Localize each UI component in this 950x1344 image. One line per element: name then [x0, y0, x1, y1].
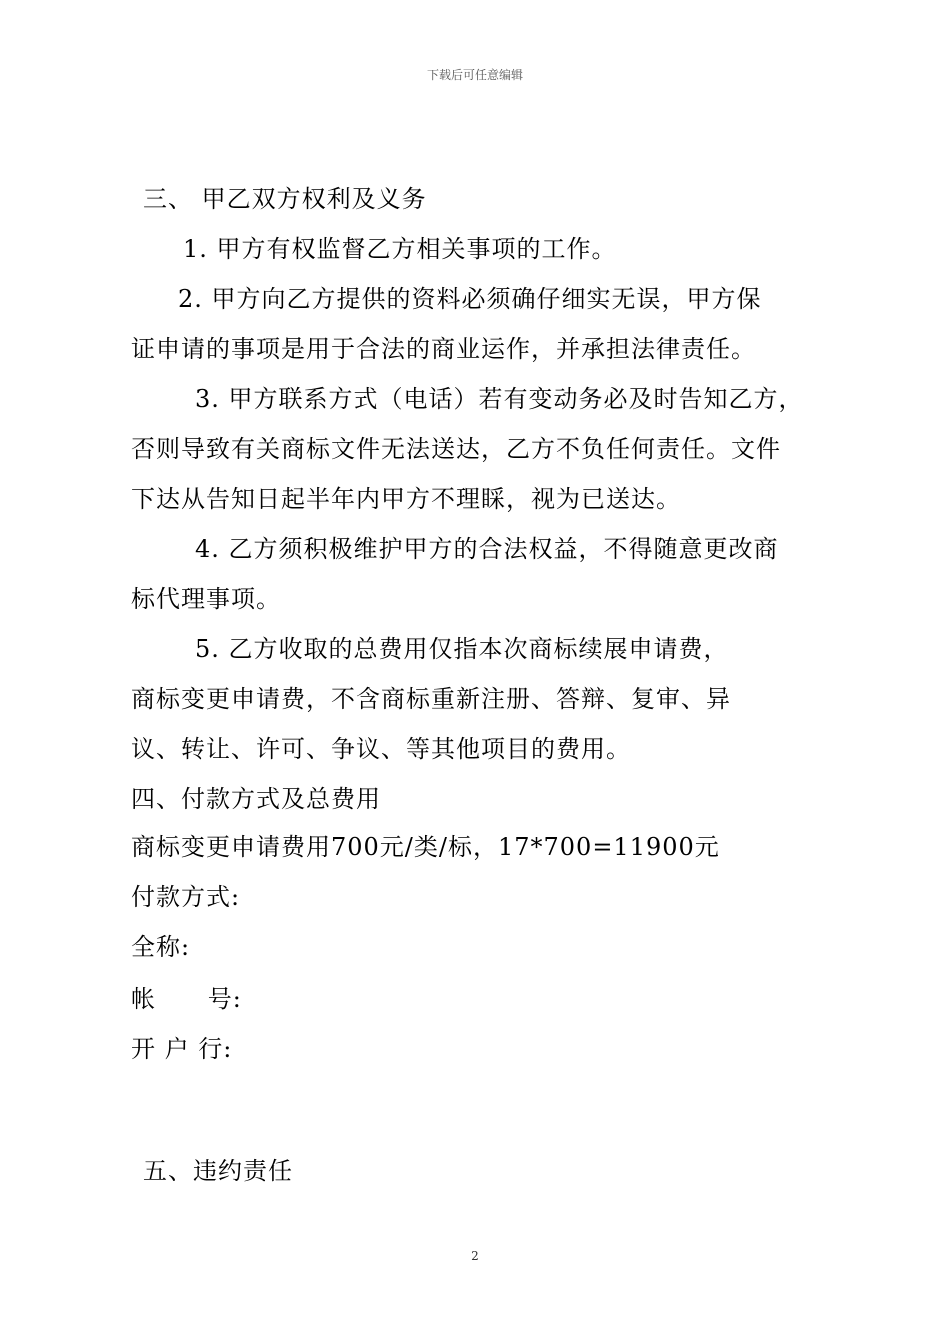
section-3-item-3-line-2: 否则导致有关商标文件无法送达，乙方不负任何责任。文件: [131, 435, 781, 463]
section-3-item-2-line-2: 证申请的事项是用于合法的商业运作，并承担法律责任。: [131, 335, 756, 363]
bank-label: 开 户 行:: [131, 1035, 233, 1063]
section-3-item-3-line-3: 下达从告知日起半年内甲方不理睬，视为已送达。: [131, 485, 681, 513]
page-header: 下载后可任意编辑: [426, 68, 523, 82]
account-number-label: 帐 号:: [131, 985, 242, 1013]
section-3-item-4-line-1: 4. 乙方须积极维护甲方的合法权益，不得随意更改商: [195, 535, 779, 563]
section-3-item-2-line-1: 2. 甲方向乙方提供的资料必须确仔细实无误，甲方保: [178, 285, 762, 313]
section-3-item-4-line-2: 标代理事项。: [131, 585, 281, 613]
section-3-item-5-line-2: 商标变更申请费，不含商标重新注册、答辩、复审、异: [131, 685, 731, 713]
section-3-item-5-line-3: 议、转让、许可、争议、等其他项目的费用。: [131, 735, 631, 763]
page-number: 2: [471, 1249, 479, 1263]
section-3-item-5-line-1: 5. 乙方收取的总费用仅指本次商标续展申请费，: [195, 635, 729, 663]
payment-method-label: 付款方式:: [131, 883, 241, 911]
section-3-item-1: 1. 甲方有权监督乙方相关事项的工作。: [183, 235, 617, 263]
section-4-heading: 四、付款方式及总费用: [131, 785, 381, 813]
fee-line: 商标变更申请费用700元/类/标，17*700=11900元: [131, 833, 720, 861]
full-name-label: 全称:: [131, 933, 191, 961]
section-3-item-3-line-1: 3. 甲方联系方式（电话）若有变动务必及时告知乙方，: [195, 385, 804, 413]
section-5-heading: 五、违约责任: [143, 1157, 293, 1185]
section-3-heading: 三、 甲乙双方权利及义务: [143, 185, 427, 213]
